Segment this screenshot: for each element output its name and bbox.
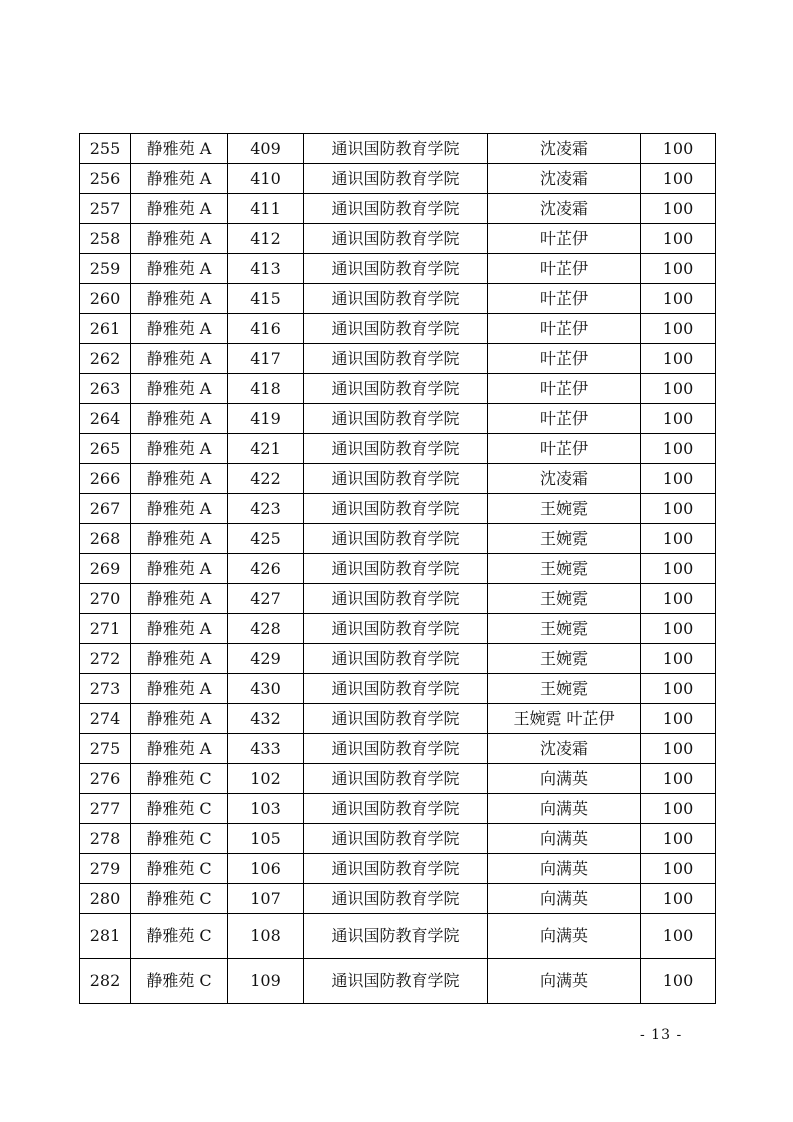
table-row xyxy=(80,614,716,644)
instructor-cell: 叶芷伊 xyxy=(488,254,641,284)
room-cell: 423 xyxy=(228,494,304,524)
room-cell: 413 xyxy=(228,254,304,284)
row-number-cell: 271 xyxy=(80,614,131,644)
building-cell: 静雅苑 A xyxy=(131,254,228,284)
score-cell: 100 xyxy=(641,404,716,434)
table-row xyxy=(80,344,716,374)
instructor-cell: 叶芷伊 xyxy=(488,374,641,404)
row-number-cell: 270 xyxy=(80,584,131,614)
college-cell: 通识国防教育学院 xyxy=(304,344,488,374)
table-row xyxy=(80,884,716,914)
table-row xyxy=(80,584,716,614)
score-cell: 100 xyxy=(641,134,716,164)
row-number-cell: 279 xyxy=(80,854,131,884)
row-number-cell: 278 xyxy=(80,824,131,854)
table-row xyxy=(80,554,716,584)
table-row xyxy=(80,254,716,284)
room-cell: 109 xyxy=(228,959,304,1004)
table-row xyxy=(80,959,716,1004)
score-cell: 100 xyxy=(641,164,716,194)
table-row xyxy=(80,644,716,674)
room-cell: 106 xyxy=(228,854,304,884)
college-cell: 通识国防教育学院 xyxy=(304,254,488,284)
building-cell: 静雅苑 C xyxy=(131,959,228,1004)
room-cell: 433 xyxy=(228,734,304,764)
instructor-cell: 王婉霓 xyxy=(488,614,641,644)
table-row xyxy=(80,284,716,314)
room-cell: 415 xyxy=(228,284,304,314)
score-cell: 100 xyxy=(641,884,716,914)
dormitory-score-table xyxy=(79,133,716,1004)
building-cell: 静雅苑 A xyxy=(131,164,228,194)
room-cell: 409 xyxy=(228,134,304,164)
room-cell: 417 xyxy=(228,344,304,374)
row-number-cell: 267 xyxy=(80,494,131,524)
instructor-cell: 王婉霓 xyxy=(488,554,641,584)
college-cell: 通识国防教育学院 xyxy=(304,764,488,794)
building-cell: 静雅苑 A xyxy=(131,494,228,524)
college-cell: 通识国防教育学院 xyxy=(304,404,488,434)
table-row xyxy=(80,674,716,704)
room-cell: 416 xyxy=(228,314,304,344)
instructor-cell: 叶芷伊 xyxy=(488,314,641,344)
score-cell: 100 xyxy=(641,494,716,524)
room-cell: 108 xyxy=(228,914,304,959)
room-cell: 422 xyxy=(228,464,304,494)
building-cell: 静雅苑 A xyxy=(131,704,228,734)
table-row xyxy=(80,164,716,194)
row-number-cell: 264 xyxy=(80,404,131,434)
table-row xyxy=(80,824,716,854)
room-cell: 102 xyxy=(228,764,304,794)
table-row xyxy=(80,854,716,884)
table-row xyxy=(80,134,716,164)
building-cell: 静雅苑 A xyxy=(131,194,228,224)
score-cell: 100 xyxy=(641,914,716,959)
score-cell: 100 xyxy=(641,314,716,344)
college-cell: 通识国防教育学院 xyxy=(304,734,488,764)
row-number-cell: 272 xyxy=(80,644,131,674)
row-number-cell: 260 xyxy=(80,284,131,314)
row-number-cell: 281 xyxy=(80,914,131,959)
college-cell: 通识国防教育学院 xyxy=(304,674,488,704)
score-cell: 100 xyxy=(641,704,716,734)
row-number-cell: 263 xyxy=(80,374,131,404)
instructor-cell: 向满英 xyxy=(488,794,641,824)
table-row xyxy=(80,794,716,824)
instructor-cell: 王婉霓 叶芷伊 xyxy=(488,704,641,734)
row-number-cell: 282 xyxy=(80,959,131,1004)
instructor-cell: 向满英 xyxy=(488,884,641,914)
score-cell: 100 xyxy=(641,614,716,644)
page-number: - 13 - xyxy=(640,1027,683,1043)
room-cell: 411 xyxy=(228,194,304,224)
instructor-cell: 叶芷伊 xyxy=(488,224,641,254)
score-cell: 100 xyxy=(641,284,716,314)
row-number-cell: 257 xyxy=(80,194,131,224)
instructor-cell: 王婉霓 xyxy=(488,584,641,614)
instructor-cell: 叶芷伊 xyxy=(488,434,641,464)
college-cell: 通识国防教育学院 xyxy=(304,959,488,1004)
building-cell: 静雅苑 C xyxy=(131,764,228,794)
building-cell: 静雅苑 A xyxy=(131,614,228,644)
building-cell: 静雅苑 A xyxy=(131,404,228,434)
room-cell: 425 xyxy=(228,524,304,554)
building-cell: 静雅苑 C xyxy=(131,884,228,914)
score-cell: 100 xyxy=(641,674,716,704)
row-number-cell: 276 xyxy=(80,764,131,794)
score-cell: 100 xyxy=(641,794,716,824)
table-row xyxy=(80,404,716,434)
row-number-cell: 268 xyxy=(80,524,131,554)
instructor-cell: 沈凌霜 xyxy=(488,134,641,164)
college-cell: 通识国防教育学院 xyxy=(304,554,488,584)
instructor-cell: 王婉霓 xyxy=(488,524,641,554)
college-cell: 通识国防教育学院 xyxy=(304,524,488,554)
building-cell: 静雅苑 C xyxy=(131,854,228,884)
building-cell: 静雅苑 A xyxy=(131,524,228,554)
instructor-cell: 向满英 xyxy=(488,914,641,959)
table-row xyxy=(80,464,716,494)
room-cell: 107 xyxy=(228,884,304,914)
score-cell: 100 xyxy=(641,194,716,224)
score-cell: 100 xyxy=(641,764,716,794)
table-row xyxy=(80,194,716,224)
college-cell: 通识国防教育学院 xyxy=(304,464,488,494)
building-cell: 静雅苑 A xyxy=(131,644,228,674)
college-cell: 通识国防教育学院 xyxy=(304,794,488,824)
row-number-cell: 275 xyxy=(80,734,131,764)
instructor-cell: 王婉霓 xyxy=(488,644,641,674)
instructor-cell: 叶芷伊 xyxy=(488,284,641,314)
table-row xyxy=(80,704,716,734)
row-number-cell: 262 xyxy=(80,344,131,374)
building-cell: 静雅苑 A xyxy=(131,284,228,314)
score-cell: 100 xyxy=(641,524,716,554)
college-cell: 通识国防教育学院 xyxy=(304,614,488,644)
instructor-cell: 沈凌霜 xyxy=(488,164,641,194)
score-cell: 100 xyxy=(641,644,716,674)
row-number-cell: 273 xyxy=(80,674,131,704)
room-cell: 430 xyxy=(228,674,304,704)
instructor-cell: 王婉霓 xyxy=(488,674,641,704)
room-cell: 421 xyxy=(228,434,304,464)
score-cell: 100 xyxy=(641,254,716,284)
building-cell: 静雅苑 A xyxy=(131,134,228,164)
row-number-cell: 266 xyxy=(80,464,131,494)
instructor-cell: 叶芷伊 xyxy=(488,404,641,434)
table-body xyxy=(80,134,716,1004)
instructor-cell: 沈凌霜 xyxy=(488,194,641,224)
row-number-cell: 259 xyxy=(80,254,131,284)
building-cell: 静雅苑 A xyxy=(131,344,228,374)
room-cell: 412 xyxy=(228,224,304,254)
college-cell: 通识国防教育学院 xyxy=(304,644,488,674)
score-cell: 100 xyxy=(641,959,716,1004)
instructor-cell: 王婉霓 xyxy=(488,494,641,524)
instructor-cell: 沈凌霜 xyxy=(488,734,641,764)
college-cell: 通识国防教育学院 xyxy=(304,164,488,194)
score-cell: 100 xyxy=(641,434,716,464)
row-number-cell: 274 xyxy=(80,704,131,734)
college-cell: 通识国防教育学院 xyxy=(304,314,488,344)
table-row xyxy=(80,764,716,794)
building-cell: 静雅苑 A xyxy=(131,374,228,404)
instructor-cell: 向满英 xyxy=(488,764,641,794)
instructor-cell: 向满英 xyxy=(488,959,641,1004)
table-row xyxy=(80,224,716,254)
college-cell: 通识国防教育学院 xyxy=(304,914,488,959)
room-cell: 426 xyxy=(228,554,304,584)
college-cell: 通识国防教育学院 xyxy=(304,194,488,224)
room-cell: 432 xyxy=(228,704,304,734)
instructor-cell: 向满英 xyxy=(488,824,641,854)
room-cell: 418 xyxy=(228,374,304,404)
table-row xyxy=(80,494,716,524)
college-cell: 通识国防教育学院 xyxy=(304,824,488,854)
table-row xyxy=(80,524,716,554)
building-cell: 静雅苑 A xyxy=(131,734,228,764)
college-cell: 通识国防教育学院 xyxy=(304,854,488,884)
building-cell: 静雅苑 A xyxy=(131,434,228,464)
instructor-cell: 叶芷伊 xyxy=(488,344,641,374)
instructor-cell: 向满英 xyxy=(488,854,641,884)
building-cell: 静雅苑 C xyxy=(131,824,228,854)
table-row xyxy=(80,374,716,404)
score-cell: 100 xyxy=(641,344,716,374)
row-number-cell: 261 xyxy=(80,314,131,344)
college-cell: 通识国防教育学院 xyxy=(304,584,488,614)
row-number-cell: 269 xyxy=(80,554,131,584)
room-cell: 410 xyxy=(228,164,304,194)
row-number-cell: 258 xyxy=(80,224,131,254)
row-number-cell: 265 xyxy=(80,434,131,464)
building-cell: 静雅苑 A xyxy=(131,674,228,704)
score-cell: 100 xyxy=(641,854,716,884)
building-cell: 静雅苑 A xyxy=(131,314,228,344)
building-cell: 静雅苑 C xyxy=(131,914,228,959)
room-cell: 419 xyxy=(228,404,304,434)
college-cell: 通识国防教育学院 xyxy=(304,374,488,404)
table-row xyxy=(80,434,716,464)
room-cell: 429 xyxy=(228,644,304,674)
room-cell: 428 xyxy=(228,614,304,644)
college-cell: 通识国防教育学院 xyxy=(304,884,488,914)
building-cell: 静雅苑 A xyxy=(131,464,228,494)
row-number-cell: 256 xyxy=(80,164,131,194)
room-cell: 103 xyxy=(228,794,304,824)
table-row xyxy=(80,734,716,764)
college-cell: 通识国防教育学院 xyxy=(304,284,488,314)
college-cell: 通识国防教育学院 xyxy=(304,494,488,524)
score-cell: 100 xyxy=(641,824,716,854)
college-cell: 通识国防教育学院 xyxy=(304,434,488,464)
college-cell: 通识国防教育学院 xyxy=(304,704,488,734)
college-cell: 通识国防教育学院 xyxy=(304,134,488,164)
room-cell: 105 xyxy=(228,824,304,854)
table-row xyxy=(80,314,716,344)
score-cell: 100 xyxy=(641,464,716,494)
row-number-cell: 277 xyxy=(80,794,131,824)
building-cell: 静雅苑 C xyxy=(131,794,228,824)
score-cell: 100 xyxy=(641,224,716,254)
score-cell: 100 xyxy=(641,374,716,404)
building-cell: 静雅苑 A xyxy=(131,554,228,584)
row-number-cell: 280 xyxy=(80,884,131,914)
building-cell: 静雅苑 A xyxy=(131,224,228,254)
score-cell: 100 xyxy=(641,584,716,614)
score-cell: 100 xyxy=(641,734,716,764)
instructor-cell: 沈凌霜 xyxy=(488,464,641,494)
table-row xyxy=(80,914,716,959)
row-number-cell: 255 xyxy=(80,134,131,164)
college-cell: 通识国防教育学院 xyxy=(304,224,488,254)
room-cell: 427 xyxy=(228,584,304,614)
building-cell: 静雅苑 A xyxy=(131,584,228,614)
score-cell: 100 xyxy=(641,554,716,584)
